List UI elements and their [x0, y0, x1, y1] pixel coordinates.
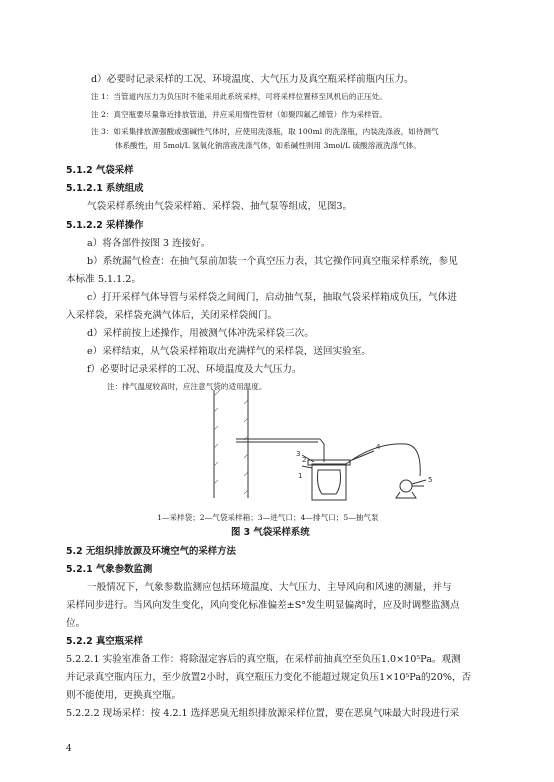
figure-3-gas-bag-sampling-system: [200, 386, 450, 508]
temperature-note: 注：排气温度较高时，应注意气袋的适用温度。: [107, 382, 267, 391]
page-number: 4: [66, 744, 72, 754]
label-2: 2: [302, 456, 307, 464]
item-d-record-conditions: d）必要时记录采样的工况、环境温度、大气压力及真空瓶采样前瓶内压力。: [91, 74, 414, 85]
note-2: 注 2：真空瓶要尽量靠近排放管道，并应采用惰性管材（如聚四氟乙烯管）作为采样管。: [91, 110, 387, 119]
exhaust-tube: [346, 444, 420, 476]
inlet-tube: [320, 439, 324, 462]
section-5-1-2-1-heading: 5.1.2.1 系统组成: [66, 183, 144, 194]
lab-preparation-text-end: 则不能使用，更换真空瓶。: [66, 690, 182, 701]
gas-bag-sampling-box: [312, 464, 346, 500]
lab-preparation-text: 5.2.2.1 实验室准备工作：将除湿定容后的真空瓶，在采样前抽真空至负压1.0×10⁵Pa。观测: [66, 654, 461, 665]
weather-param-text-continued: 采样同步进行。当风向发生变化，风向变化标准偏差±S°发生明显偏离时，应及时调整监测点: [66, 600, 460, 611]
figure-3-caption: 图 3 气袋采样系统: [231, 527, 310, 538]
weather-param-text-end: 位。: [66, 618, 86, 629]
pump-body: [400, 480, 412, 492]
note-3: 注 3：如采集排放源强酸或强碱性气体时，应使用洗涤瓶，取 100ml 的洗涤瓶，内装洗涤液，如待测气: [91, 127, 439, 136]
field-sampling-text: 5.2.2.2 现场采样：按 4.2.1 选择恶臭无组织排放源采样位置，要在恶臭气味最大时段进行采: [66, 708, 460, 719]
figure-3-legend: 1—采样袋；2—气袋采样箱；3—进气口；4—排气口；5—抽气泵: [157, 513, 379, 522]
section-5-1-2-2-heading: 5.1.2.2 采样操作: [66, 220, 144, 231]
step-d: d）采样前按上述操作，用被测气体冲洗采样袋三次。: [87, 328, 314, 339]
step-f: f）必要时记录采样的工况、环境温度及大气压力。: [87, 364, 302, 375]
step-b: b）系统漏气检查：在抽气泵前加装一个真空压力表，其它操作同真空瓶采样系统，参见: [87, 256, 458, 267]
section-5-2-1-heading: 5.2.1 气象参数监测: [66, 564, 153, 575]
pump-base: [396, 492, 416, 498]
step-c-continued: 入采样袋，采样袋充满气体后，关闭采样袋阀门。: [66, 310, 278, 321]
step-a: a）将各部件按图 3 连接好。: [87, 238, 211, 249]
section-5-2-2-heading: 5.2.2 真空瓶采样: [66, 636, 143, 647]
lab-preparation-text-continued: 并记录真空瓶内压力，至少放置2小时，真空瓶压力变化不能超过规定负压1×10⁵Pa的20%，否: [66, 672, 472, 683]
step-e: e）采样结束，从气袋采样箱取出充满样气的采样袋，送回实验室。: [87, 346, 371, 357]
note-1: 注 1：当管道内压力为负压时不能采用此系统采样，可将采样位置移至风机后的正压处。: [91, 92, 387, 101]
system-composition-text: 气袋采样系统由气袋采样箱、采样袋、抽气泵等组成，见图3。: [87, 201, 353, 212]
step-b-continued: 本标准 5.1.1.2。: [66, 274, 141, 285]
sampling-bag: [318, 470, 341, 494]
section-5-1-2-heading: 5.1.2 气袋采样: [66, 165, 134, 176]
label-4: 4: [376, 443, 381, 451]
label-3: 3: [296, 450, 301, 458]
step-c: c）打开采样气体导管与采样袋之间阀门，启动抽气泵，抽取气袋采样箱成负压，气体进: [87, 292, 457, 303]
label-1: 1: [298, 472, 303, 480]
label-5: 5: [428, 476, 433, 484]
section-5-2-heading: 5.2 无组织排放源及环境空气的采样方法: [66, 546, 236, 557]
figure-3-diagram: [200, 386, 450, 508]
note-3-continued: 体系酸性，用 5mol/L 氢氧化钠溶液洗涤气体，如系碱性则用 3mol/L 硫酸溶液洗涤气体。: [115, 141, 421, 150]
weather-param-text: 一般情况下，气象参数监测应包括环境温度、大气压力、主导风向和风速的测量，并与: [87, 582, 452, 593]
